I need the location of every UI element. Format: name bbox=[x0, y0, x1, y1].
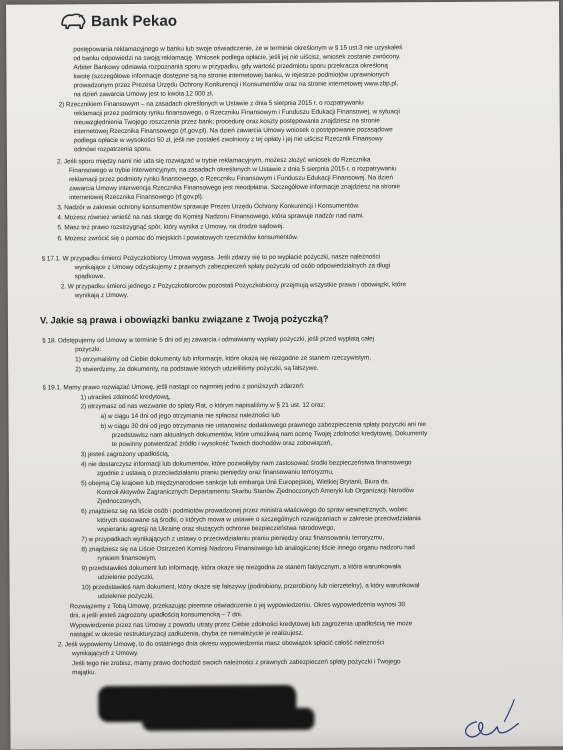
text-line: reklamacji przez podmioty rynku finansowego, o Rzeczniku Finansowym i Funduszu Edukacji Finansowej, w sytuacji bbox=[73, 108, 400, 118]
text-line: zgodnie z ustawą o przeciwdziałaniu praniu pieniędzy oraz finansowaniu terroryzmu, bbox=[96, 468, 334, 478]
text-line: Rozwiążemy z Tobą Umowę, przekazując pisemne oświadczenie o jej wypowiedzeniu. Okres wypowiedzenia wynosi 30 bbox=[69, 601, 406, 611]
text-line: 2) Rzecznikiem Finansowym – na zasadach określonych w Ustawie z dnia 5 sierpnia 2015 r. o rozpatrywaniu bbox=[58, 99, 364, 109]
text-line: udzielenie pożyczki. bbox=[97, 592, 154, 601]
text-line: zawarcia Umowy interwencja Rzecznika Finansowego jest nieodpłatna. Szczegółowe informacje znajdziesz na stronie bbox=[69, 183, 400, 193]
text-line: 7) w przypadkach wynikających z ustawy o przeciwdziałaniu praniu pieniędzy oraz finansowaniu terroryzmu, bbox=[81, 534, 385, 544]
text-line: Kontroli Aktywów Zagranicznych Departamentu Skarbu Stanów Zjednoczonych Ameryki lub Organizacji Narodów bbox=[96, 487, 414, 497]
text-line: nastąpić w okresie restrukturyzacji zadłużenia, chyba że nienależycie je realizujesz. bbox=[69, 629, 304, 639]
text-line: wynikają z Umowy. bbox=[74, 291, 129, 300]
text-line: rynkiem finansowym, bbox=[97, 554, 157, 563]
text-line: majątku. bbox=[72, 669, 97, 677]
text-line: nieuwzględnienia Twojego roszczenia przez bank; procedurę oraz koszty postępowania znajdziesz na stronie bbox=[73, 117, 380, 127]
text-line: prowadzonym przez Prezesa Urzędu Ochrony Konkurencji i Konsumentów oraz na stronie internetowej www.zbp.pl, bbox=[73, 80, 399, 90]
bison-icon bbox=[60, 11, 86, 31]
text-line: internetowej Rzecznika Finansowego (rf.gov.pl). bbox=[69, 193, 204, 202]
text-line: § 19.1. Mamy prawo rozwiązać Umowę, jeśli nastąpi co najmniej jedno z poniższych zdarzeń: bbox=[42, 382, 305, 392]
text-line: a) w ciągu 14 dni od jego otrzymania nie spłacisz należności lub bbox=[100, 412, 280, 421]
text-line: Wypowiedzenie przez nas Umowy z powodu utraty przez Ciebie zdolności kredytowej lub zagrożenia upadłością nie może bbox=[69, 620, 413, 630]
text-line: Jeśli tego nie zrobisz, mamy prawo dochodzić swoich należności z prawnych zabezpieczeń spłaty pożyczki i Twojego bbox=[72, 658, 401, 668]
text-line: 2) otrzymasz od nas wezwanie do spłaty Rat, o którym napisaliśmy w § 21 ust. 12 oraz: bbox=[80, 401, 326, 411]
text-line: 5. Masz też prawo rozstrzygnąć spór, który wynika z Umowy, na drodze sądowej. bbox=[57, 222, 285, 232]
text-line: Zjednoczonych, bbox=[97, 497, 142, 506]
text-line: 1) utraciłeś zdolność kredytową, bbox=[80, 393, 171, 402]
text-line: Finansowego w trybie interwencyjnym, na zasadach określonych w Ustawie z dnia 5 sierpnia 2015 r. o rozpatrywaniu bbox=[68, 165, 397, 175]
text-line: których stosowane są środki, o których mowa w ustawie o szczególnych rozwiązaniach w zakresie przeciwdziałania bbox=[97, 515, 421, 525]
text-line: od banku odpowiedzi na swoją reklamację. Wniosek podlega opłacie, jeśli jej nie uiścisz, wniosek zostanie zwrócony. bbox=[73, 53, 401, 63]
text-line: postępowania reklamacyjnego w banku lub swoje oświadczenie, że w terminie określonym w § 15 ust.3 nie uzyskałeś bbox=[73, 44, 403, 54]
text-line: b) w ciągu 30 dni od jego otrzymania nie ustanowisz dodatkowego prawnego zabezpieczenia spłaty pożyczki ani nie bbox=[100, 421, 427, 431]
text-line: 8) znajdziesz się na Liście Ostrzeżeń Komisji Nadzoru Finansowego lub analogicznej liście innego organu nadzoru nad bbox=[81, 544, 415, 554]
text-line: kwotę (szczegółowe informacje dostępne są na stronie internetowej banku, w rejestrze podmiotów uprawnionych bbox=[73, 71, 390, 81]
text-line: dni, a jeśli jesteś zagrożony upadłością konsumencką – 7 dni. bbox=[69, 611, 243, 620]
text-line: wspieraniu agresji na Ukrainę oraz służących ochronie bezpieczeństwa narodowego, bbox=[97, 524, 336, 534]
text-line: reklamacji przez podmioty rynku finansowego, o Rzeczniku Finansowym i Funduszu Edukacji Finansowej. Na dzień bbox=[69, 174, 393, 184]
text-line: 2. Jeśli sporu między nami nie uda się rozwiązać w trybie reklamacyjnym, możesz złożyć wniosek do Rzecznika bbox=[56, 156, 371, 166]
text-line: 2. W przypadku śmierci jednego z Pożyczkobiorców pozostali Pożyczkobiorcy przejmują wszystkie prawa i obowiązki, które bbox=[60, 281, 407, 291]
bank-logo bbox=[60, 10, 177, 33]
text-line: przedstawisz nam aktualnych dokumentów, które umożliwią nam ocenę Twojej zdolności kredytowej. Dokumenty bbox=[111, 430, 428, 440]
text-line: spadkowe. bbox=[74, 273, 106, 281]
document-page bbox=[6, 1, 563, 749]
text-line: 3. Nadzór w zakresie ochrony konsumentów sprawuje Prezes Urzędu Ochrony Konkurencji i Konsumentów. bbox=[57, 202, 360, 212]
text-line: 9) przedstawiłeś dokument lub informację, która okaże się niezgodna ze stanem faktycznym, a która warunkowała bbox=[81, 563, 401, 573]
page-shadow bbox=[10, 727, 563, 749]
text-line: 2. Jeśli wypowiemy Umowę, to do ostatniego dnia okresu wypowiedzenia masz obowiązek spłacić całość należności bbox=[57, 639, 385, 649]
text-line: 6) znajdziesz się na liście osób i podmiotów prowadzonej przez ministra właściwego do spraw wewnętrznych, wobec bbox=[81, 506, 408, 516]
text-line: 3) jesteś zagrożony upadłością, bbox=[80, 450, 170, 459]
text-line: internetowej Rzecznika Finansowego (rf.gov.pl). Na dzień zawarcia Umowy wniosek o postępowanie pozasądowe bbox=[73, 126, 393, 136]
text-line: § 17.1. W przypadku śmierci Pożyczkobiorcy Umowa wygasa. Jeśli zdarzy się to po wypłacie pożyczki, nasze należności bbox=[41, 253, 381, 263]
text-line: wynikające z Umowy odzyskujemy z prawnych zabezpieczeń spłaty pożyczki od osób odpowiedzialnych za długi bbox=[74, 262, 391, 272]
text-line: udzielenie pożyczki, bbox=[97, 573, 154, 582]
text-line: Arbiter Bankowy odmawia rozpoznania sporu w przypadku, gdy wartość przedmiotu sporu przekracza określoną bbox=[73, 62, 388, 72]
text-line: 2) stwierdzimy, że dokumenty, na podstawie których udzieliliśmy pożyczki, są fałszywe. bbox=[75, 364, 319, 374]
text-line: 6. Możesz zwrócić się o pomoc do miejskich i powiatowych rzeczników konsumentów. bbox=[57, 233, 299, 243]
text-line: 4) nie dostarczysz informacji lub dokumentów, które pozwoliłyby nam zastosować środki bezpieczeństwa finansowego bbox=[80, 459, 412, 469]
section-heading: V. Jakie są prawa i obowiązki banku związane z Twoją pożyczką? bbox=[39, 312, 329, 326]
text-line: § 18. Odstępujemy od Umowy w terminie 5 dni od jej zawarcia i odmawiamy wypłaty pożyczki, jeśli przed wypłatą całej bbox=[42, 335, 375, 345]
redaction-block bbox=[142, 708, 314, 731]
text-line: 1) otrzymaliśmy od Ciebie dokumenty lub informacje, które okażą się niezgodne ze stanem rzeczywistym, bbox=[75, 354, 372, 364]
text-line: podlega opłacie w wysokości 50 zł, jeśli nie zostałeś zwolniony z tej opłaty i jej nie uiścisz Rzecznik Finansowy bbox=[73, 135, 383, 145]
text-line: pożyczki: bbox=[75, 346, 102, 354]
text-line: 5) obejmą Cię krajowe lub międzynarodowe sankcje lub embarga Unii Europejskiej, Wielkiej Brytanii, Biura ds. bbox=[80, 478, 390, 488]
text-line: na dzień zawarcia Umowy jest to kwota 12 000 zł, bbox=[73, 90, 214, 99]
text-line: wynikających z Umowy. bbox=[71, 649, 139, 658]
text-line: odmówi rozpatrzenia sporu. bbox=[73, 145, 152, 154]
bank-name: Bank Pekao bbox=[91, 12, 178, 30]
text-line: te powinny potwierdzać źródło i wysokość Twoich dochodów oraz zobowiązań, bbox=[111, 439, 332, 449]
text-line: 4. Możesz również wnieść na nas skargę do Komisji Nadzoru Finansowego, która sprawuje nadzór nad nami. bbox=[57, 212, 364, 222]
text-line: 10) przedstawiłeś nam dokument, który okaże się fałszywy (podrobiony, przerobiony lub nierzetelny), a który warunkował bbox=[81, 582, 420, 592]
